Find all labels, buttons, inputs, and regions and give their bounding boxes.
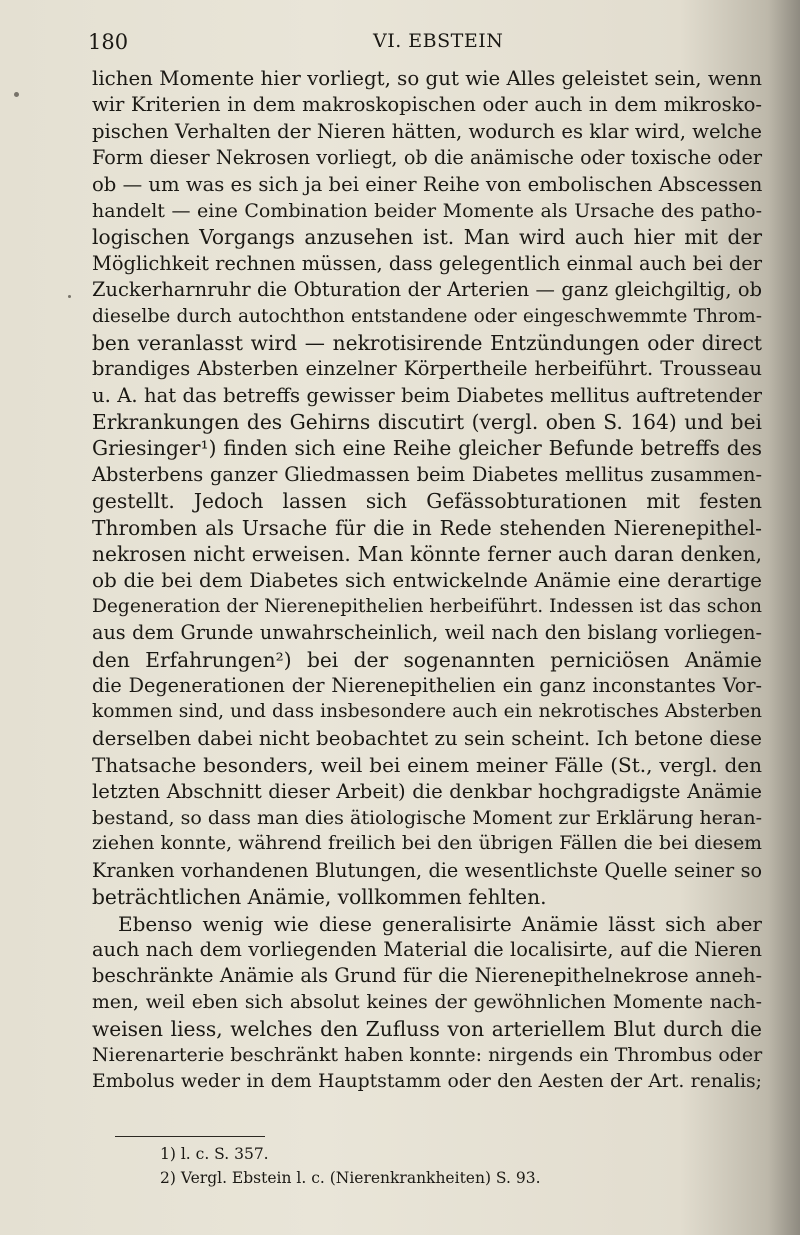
text-line: beschränkte Anämie als Grund für die Nierenepithelnekrose anneh- [92, 964, 762, 988]
footnote-divider [115, 1136, 265, 1137]
footnote-1: 1) l. c. S. 357. [160, 1145, 269, 1163]
text-line: wir Kriterien in dem makroskopischen oder auch in dem mikrosko- [92, 93, 762, 117]
text-line: auch nach dem vorliegenden Material die localisirte, auf die Nieren [92, 937, 762, 961]
text-line: ob die bei dem Diabetes sich entwickelnde Anämie eine derartige [92, 568, 762, 593]
text-line: dieselbe durch autochthon entstandene oder eingeschwemmte Throm- [92, 305, 762, 327]
text-line: Zuckerharnruhr die Obturation der Arterien — ganz gleichgiltig, ob [92, 278, 762, 302]
footnotes [160, 1142, 720, 1190]
text-line: ben veranlasst wird — nekrotisirende Entzündungen oder direct [92, 330, 762, 355]
text-line: Kranken vorhandenen Blutungen, die wesentlichste Quelle seiner so [92, 858, 762, 882]
text-line: Griesinger¹) finden sich eine Reihe gleicher Befunde betreffs des [92, 436, 762, 461]
text-line: Embolus weder in dem Hauptstamm oder den Aesten der Art. renalis; [92, 1070, 762, 1092]
text-line: die Degenerationen der Nierenepithelien ein ganz inconstantes Vor- [92, 673, 762, 697]
text-line: nekrosen nicht erweisen. Man könnte ferner auch daran denken, [92, 542, 762, 567]
text-line: pischen Verhalten der Nieren hätten, wodurch es klar wird, welche [92, 119, 762, 143]
paragraph-start-line: Ebenso wenig wie diese generalisirte Anämie lässt sich aber [118, 911, 762, 936]
text-line: bestand, so dass man dies ätiologische Moment zur Erklärung heran- [92, 806, 762, 829]
text-line: logischen Vorgangs anzusehen ist. Man wird auch hier mit der [92, 225, 762, 250]
page-header [88, 30, 758, 60]
paper-speck [68, 295, 71, 298]
text-line: den Erfahrungen²) bei der sogenannten perniciösen Anämie [92, 647, 762, 672]
page-number: 180 [88, 30, 129, 54]
text-line: ziehen konnte, während freilich bei den übrigen Fällen die bei diesem [92, 833, 762, 855]
running-head: VI. EBSTEIN [373, 30, 504, 52]
text-line: aus dem Grunde unwahrscheinlich, weil nach den bislang vorliegen- [92, 621, 762, 645]
text-line: Erkrankungen des Gehirns discutirt (vergl. oben S. 164) und bei [92, 410, 762, 435]
text-line: handelt — eine Combination beider Momente als Ursache des patho- [92, 199, 762, 222]
text-line: men, weil eben sich absolut keines der gewöhnlichen Momente nach- [92, 991, 762, 1013]
footnote-2: 2) Vergl. Ebstein l. c. (Nierenkrankheiten) S. 93. [160, 1169, 541, 1187]
body-text [92, 66, 762, 1095]
text-line: Degeneration der Nierenepithelien herbeiführt. Indessen ist das schon [92, 595, 762, 617]
text-line: Möglichkeit rechnen müssen, dass gelegentlich einmal auch bei der [92, 251, 762, 275]
text-line: Nierenarterie beschränkt haben konnte: nirgends ein Thrombus oder [92, 1044, 763, 1067]
text-line: gestellt. Jedoch lassen sich Gefässobturationen mit festen [92, 489, 762, 514]
paragraph-end-line: beträchtlichen Anämie, vollkommen fehlten. [92, 885, 547, 910]
text-line: Thromben als Ursache für die in Rede stehenden Nierenepithel- [92, 515, 762, 540]
text-line: Absterbens ganzer Gliedmassen beim Diabetes mellitus zusammen- [92, 462, 762, 486]
text-line: brandiges Absterben einzelner Körpertheile herbeiführt. Trousseau [92, 357, 762, 381]
text-line: letzten Abschnitt dieser Arbeit) die denkbar hochgradigste Anämie [92, 779, 762, 803]
text-line: Form dieser Nekrosen vorliegt, ob die anämische oder toxische oder [92, 146, 762, 170]
text-line: u. A. hat das betreffs gewisser beim Diabetes mellitus auftretender [92, 383, 762, 407]
text-line: Thatsache besonders, weil bei einem meiner Fälle (St., vergl. den [92, 753, 762, 778]
text-line: weisen liess, welches den Zufluss von arteriellem Blut durch die [92, 1017, 762, 1042]
text-line: kommen sind, und dass insbesondere auch ein nekrotisches Absterben [92, 701, 762, 723]
text-line: derselben dabei nicht beobachtet zu sein scheint. Ich betone diese [92, 726, 762, 750]
paper-speck [14, 92, 19, 97]
text-line: lichen Momente hier vorliegt, so gut wie Alles geleistet sein, wenn [92, 67, 762, 90]
text-line: ob — um was es sich ja bei einer Reihe von embolischen Abscessen [92, 172, 763, 196]
